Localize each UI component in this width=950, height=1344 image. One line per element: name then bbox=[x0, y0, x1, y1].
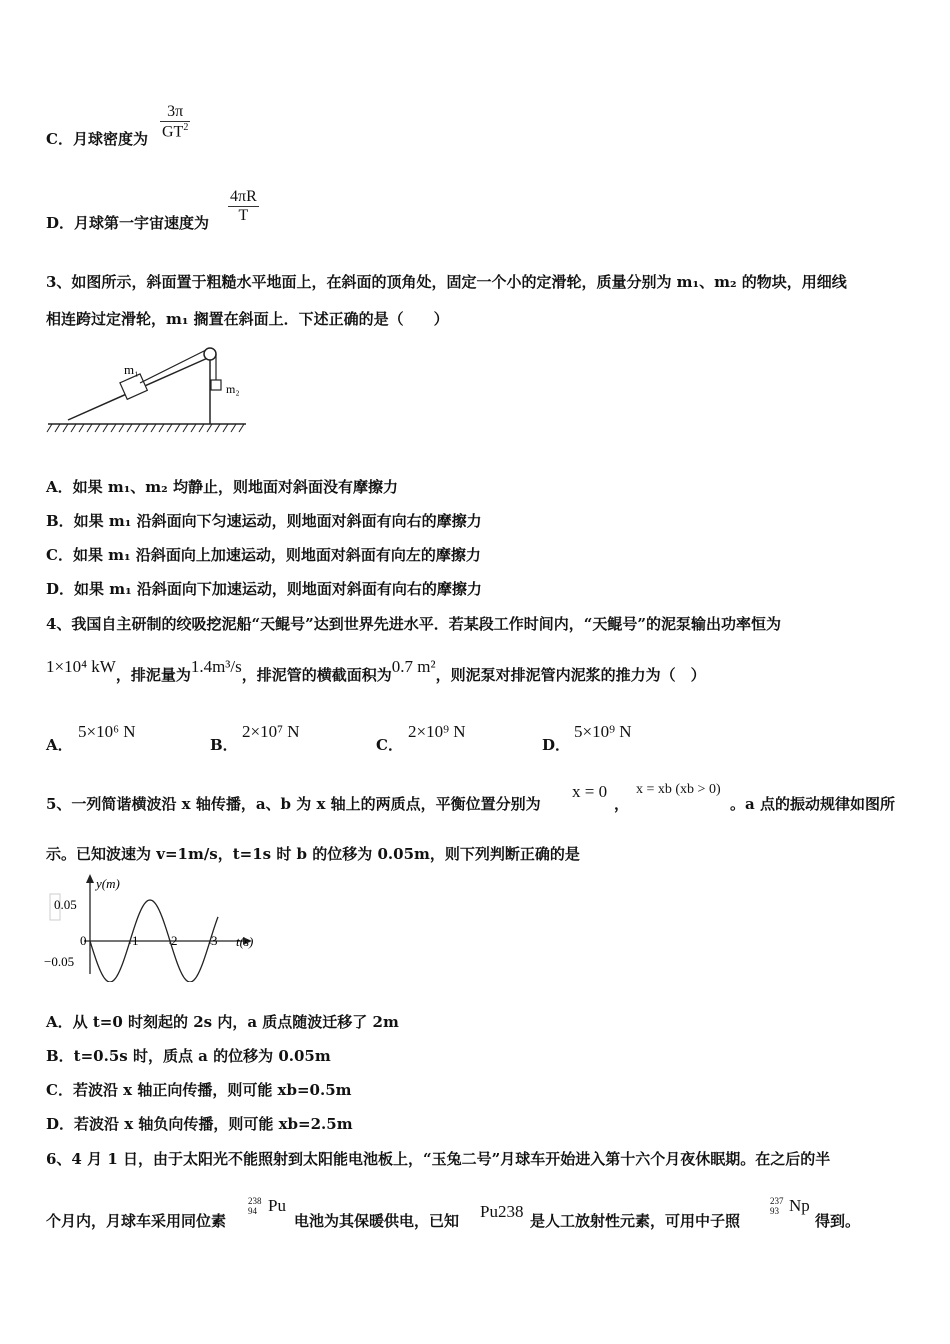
fraction-denominator bbox=[160, 122, 190, 141]
q4-stem-line1: 4、我国自主研制的绞吸挖泥船“天鲲号”达到世界先进水平．若某段工作时间内，“天鲲号”的泥泵输出功率恒为 bbox=[46, 615, 781, 633]
string-m1 bbox=[140, 350, 206, 383]
den-text: GT bbox=[162, 123, 184, 141]
q5-option-b: B．t=0.5s 时，质点 a 的位移为 0.05m bbox=[46, 1047, 331, 1065]
q4-text-c: ，则泥泵对排泥管内泥浆的推力为（ ） bbox=[435, 666, 706, 684]
q4-option-b-label: B． bbox=[210, 736, 238, 754]
fraction-numerator: 3π bbox=[160, 103, 190, 122]
q3-stem-line1: 3、如图所示，斜面置于粗糙水平地面上，在斜面的顶角处，固定一个小的定滑轮，质量分别为 m₁、m₂ 的物块，用细线 bbox=[46, 273, 847, 291]
q4-option-a-label: A． bbox=[46, 736, 73, 754]
pu238-label: Pu238 bbox=[480, 1202, 524, 1221]
q5-stem-line1b: 。a 点的振动规律如图所 bbox=[730, 795, 895, 813]
q2-option-c-fraction bbox=[160, 103, 190, 141]
q4-option-c-label: C． bbox=[376, 736, 403, 754]
pu-mass-number: 238 bbox=[248, 1196, 262, 1206]
q2-option-d-label: D．月球第一宇宙速度为 bbox=[46, 214, 210, 232]
q4-area-value: 0.7 m² bbox=[391, 657, 436, 676]
q3-option-d: D．如果 m₁ 沿斜面向下加速运动，则地面对斜面有向右的摩擦力 bbox=[46, 580, 482, 598]
pu-symbol: Pu bbox=[268, 1196, 286, 1215]
q2-option-c-label: C．月球密度为 bbox=[46, 130, 148, 148]
np-mass-number: 237 bbox=[770, 1196, 784, 1206]
q4-option-a-value: 5×10⁶ N bbox=[78, 722, 136, 741]
ground-hatch bbox=[47, 424, 244, 432]
q6-text-d: 得到。 bbox=[815, 1212, 861, 1230]
np-symbol: Np bbox=[789, 1196, 810, 1215]
x-tick-label-2: 2 bbox=[171, 933, 178, 948]
label-m1: m₁ bbox=[124, 362, 139, 377]
fraction-numerator: 4πR bbox=[230, 188, 257, 205]
q5-x0: x = 0 bbox=[572, 782, 608, 801]
block-m2 bbox=[211, 380, 221, 390]
q4-flow-value: 1.4m³/s bbox=[190, 657, 242, 676]
y-axis-label: y(m) bbox=[96, 876, 120, 891]
q6-stem-line1: 6、4 月 1 日，由于太阳光不能照射到太阳能电池板上，“玉兔二号”月球车开始进入第十六个月夜休眠期。在之后的半 bbox=[46, 1150, 831, 1168]
np-atomic-number: 93 bbox=[770, 1206, 779, 1216]
q6-text-c: 是人工放射性元素，可用中子照 bbox=[530, 1212, 741, 1230]
vibration-graph bbox=[40, 872, 270, 982]
q4-option-d-value: 5×10⁹ N bbox=[574, 722, 632, 741]
q3-option-c: C．如果 m₁ 沿斜面向上加速运动，则地面对斜面有向左的摩擦力 bbox=[46, 546, 481, 564]
q5-stem-line1a: 5、一列简谐横波沿 x 轴传播，a、b 为 x 轴上的两质点，平衡位置分别为 bbox=[46, 795, 541, 813]
y-tick-label-pos: 0.05 bbox=[54, 897, 77, 912]
pu-nuclide-indices bbox=[248, 1196, 262, 1216]
incline-pulley-figure bbox=[44, 340, 254, 440]
q6-text-b: 电池为其保暖供电，已知 bbox=[294, 1212, 460, 1230]
q5-option-c: C．若波沿 x 轴正向传播，则可能 xb=0.5m bbox=[46, 1081, 352, 1099]
q4-option-b-value: 2×10⁷ N bbox=[242, 722, 300, 741]
pu-atomic-number: 94 bbox=[248, 1206, 257, 1216]
q4-text-a: ，排泥量为 bbox=[115, 666, 191, 684]
q5-stem-line2: 示。已知波速为 v=1m/s，t=1s 时 b 的位移为 0.05m，则下列判断正确的是 bbox=[46, 845, 580, 863]
q5-option-a: A．从 t=0 时刻起的 2s 内，a 质点随波迁移了 2m bbox=[46, 1013, 399, 1031]
x-tick-label-3: 3 bbox=[211, 933, 218, 948]
q3-option-a: A．如果 m₁、m₂ 均静止，则地面对斜面没有摩擦力 bbox=[46, 478, 398, 496]
q6-text-a: 个月内，月球车采用同位素 bbox=[46, 1212, 227, 1230]
q5-option-d: D．若波沿 x 轴负向传播，则可能 xb=2.5m bbox=[46, 1115, 353, 1133]
x-tick-label-0: 0 bbox=[80, 933, 87, 948]
q4-power-value: 1×10⁴ kW bbox=[46, 657, 116, 676]
q3-stem-line2: 相连跨过定滑轮，m₁ 搁置在斜面上．下述正确的是（ ） bbox=[46, 310, 449, 328]
y-axis-arrow bbox=[86, 874, 94, 883]
label-m2: m₂ bbox=[226, 382, 240, 396]
q5-xb: x = xb (xb > 0) bbox=[636, 782, 721, 797]
y-tick-label-neg: −0.05 bbox=[44, 954, 75, 969]
x-tick-label-1: 1 bbox=[132, 933, 139, 948]
fraction-denominator: T bbox=[238, 207, 249, 224]
q4-text-b: ，排泥管的横截面积为 bbox=[241, 666, 392, 684]
q5-comma: ， bbox=[614, 795, 630, 813]
q4-stem-line2 bbox=[46, 657, 706, 685]
q4-option-c-value: 2×10⁹ N bbox=[408, 722, 466, 741]
q4-option-d-label: D． bbox=[542, 736, 571, 754]
x-axis-label: t(s) bbox=[236, 934, 254, 949]
q3-option-b: B．如果 m₁ 沿斜面向下匀速运动，则地面对斜面有向右的摩擦力 bbox=[46, 512, 482, 530]
q2-option-d-fraction bbox=[228, 188, 259, 225]
np-nuclide-indices bbox=[770, 1196, 784, 1216]
den-exponent: 2 bbox=[183, 122, 189, 133]
